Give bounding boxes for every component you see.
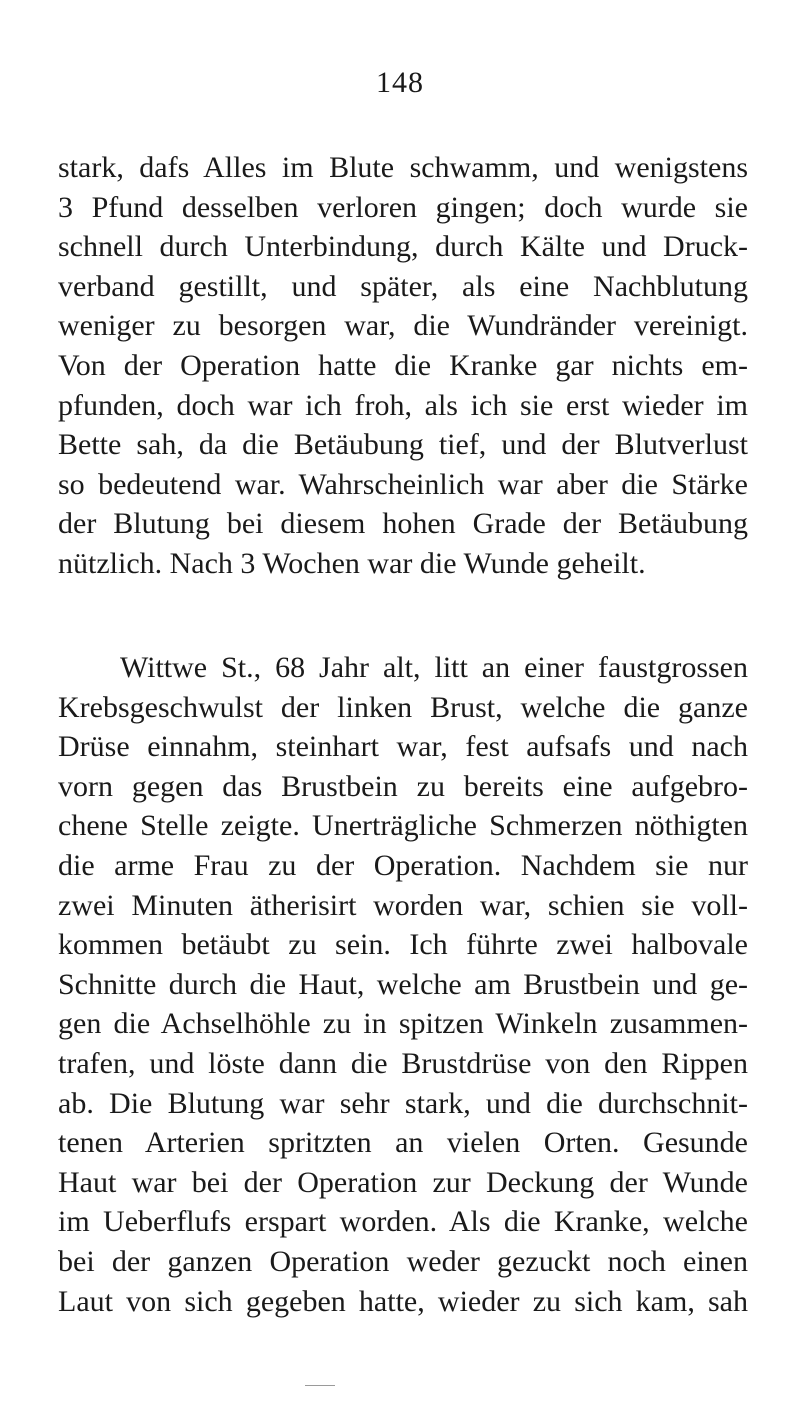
text-line: gen die Achselhöhle zu in spitzen Winkeln zusammen- (58, 1007, 748, 1041)
text-line: stark, dafs Alles im Blute schwamm, und wenigstens (58, 151, 748, 184)
text-line: Drüse einnahm, steinhart war, fest aufsafs und nach (58, 730, 748, 764)
text-line: der Blutung bei diesem hohen Grade der Betäubung (58, 507, 748, 541)
text-line: ab. Die Blutung war sehr stark, und die durchschnit- (58, 1086, 748, 1120)
text-line: nützlich. Nach 3 Wochen war die Wunde geheilt. (58, 546, 646, 580)
text-line: trafen, und löste dann die Brustdrüse von den Rippen (58, 1046, 748, 1080)
text-line: tenen Arterien spritzten an vielen Orten. Gesunde (58, 1126, 748, 1160)
text-line: Bette sah, da die Betäubung tief, und der Blutverlust (58, 428, 748, 462)
text-line: bei der ganzen Operation weder gezuckt noch einen (58, 1244, 748, 1278)
text-line: chene Stelle zeigte. Unerträgliche Schmerzen nöthigten (58, 809, 748, 843)
text-line: pfunden, doch war ich froh, als ich sie erst wieder im (58, 388, 748, 422)
text-line: zwei Minuten ätherisirt worden war, schien sie voll- (58, 888, 748, 922)
text-line: vorn gegen das Brustbein zu bereits eine aufgebro- (58, 769, 748, 803)
text-line: so bedeutend war. Wahrscheinlich war aber die Stärke (58, 467, 748, 501)
text-line: Laut von sich gegeben hatte, wieder zu sich kam, sah (58, 1284, 748, 1318)
text-line: kommen betäubt zu sein. Ich führte zwei halbovale (58, 928, 748, 962)
text-line: schnell durch Unterbindung, durch Kälte und Druck- (58, 230, 748, 264)
text-line: im Ueberflufs erspart worden. Als die Kranke, welche (58, 1205, 748, 1239)
text-line: verband gestillt, und später, als eine Nachblutung (58, 269, 748, 303)
text-line: Von der Operation hatte die Kranke gar nichts em- (58, 348, 748, 382)
text-line: Haut war bei der Operation zur Deckung der Wunde (58, 1165, 748, 1199)
paragraph-1 (58, 148, 748, 584)
text-line: Wittwe St., 68 Jahr alt, litt an einer faustgrossen (120, 651, 748, 684)
page-number: 148 (376, 66, 424, 99)
text-line: Krebsgeschwulst der linken Brust, welche die ganze (58, 690, 748, 724)
text-line: Schnitte durch die Haut, welche am Brustbein und ge- (58, 967, 748, 1001)
paragraph-2 (58, 648, 748, 1321)
footer-rule (305, 1385, 335, 1386)
text-line: 3 Pfund desselben verloren gingen; doch wurde sie (58, 190, 748, 224)
text-line: weniger zu besorgen war, die Wundränder vereinigt. (58, 309, 748, 343)
text-line: die arme Frau zu der Operation. Nachdem sie nur (58, 848, 748, 882)
